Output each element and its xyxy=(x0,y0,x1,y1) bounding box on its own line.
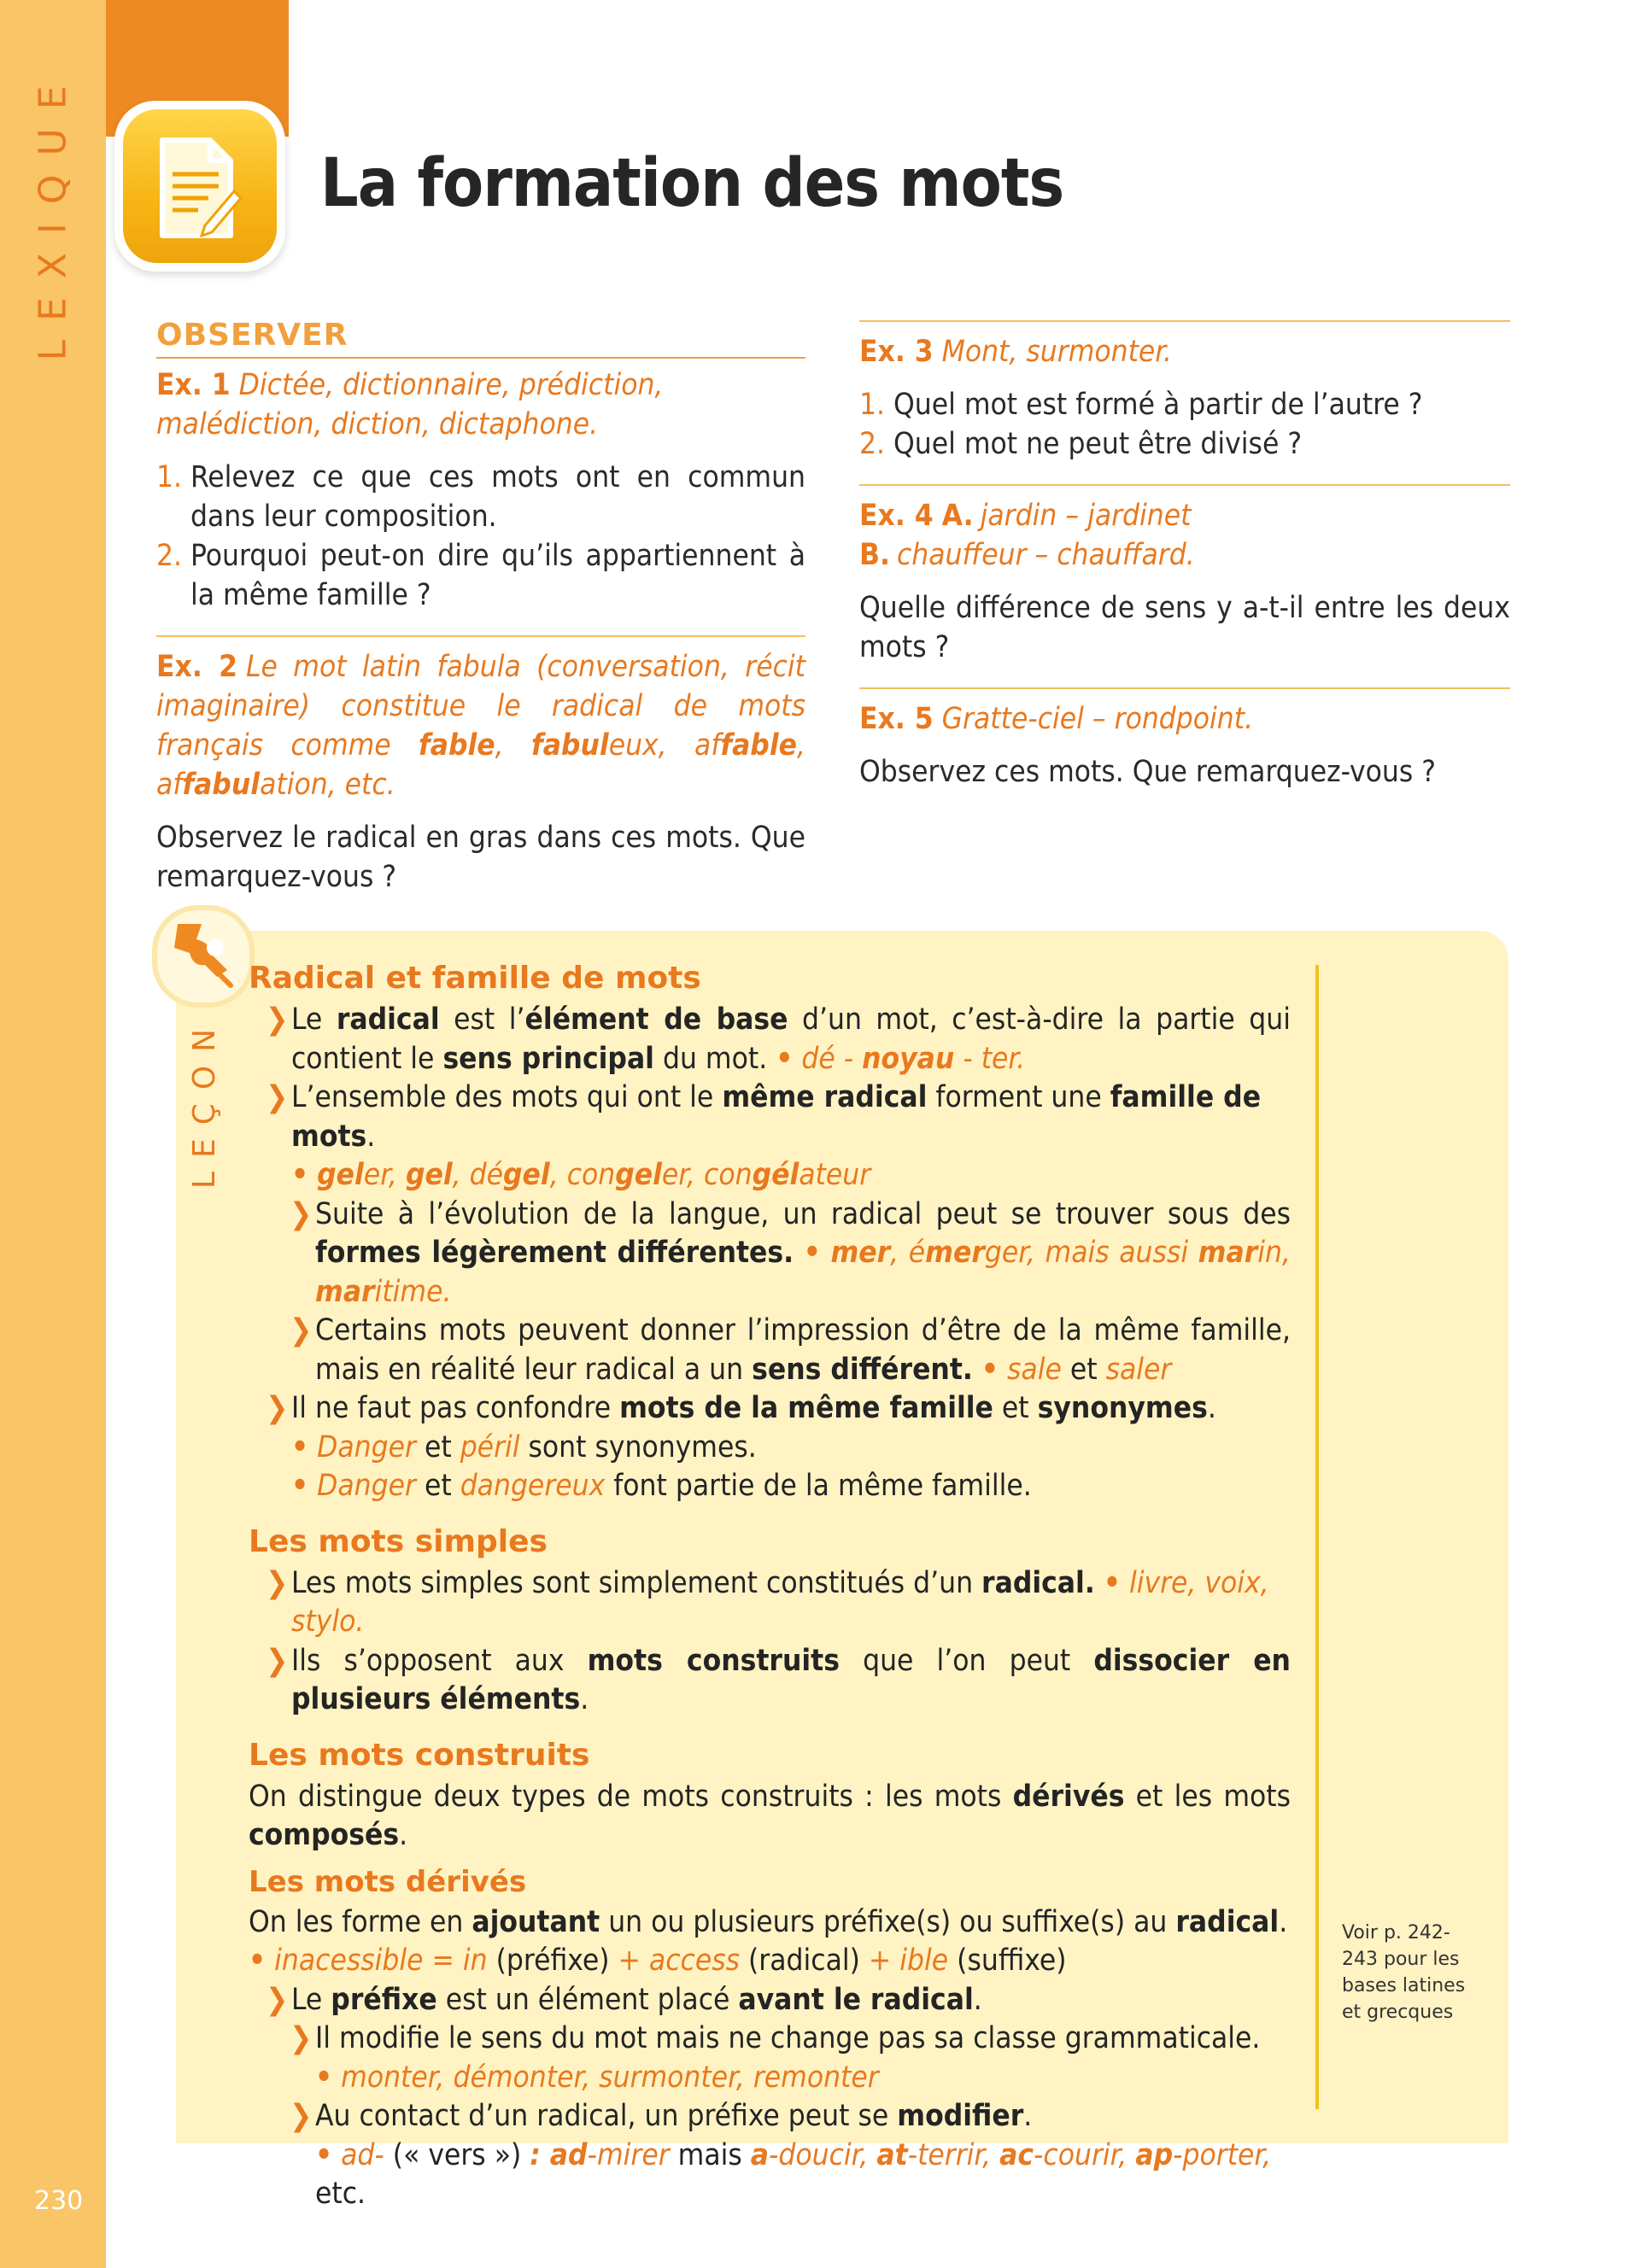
exercise-1-prompt: Ex. 1 Dictée, dictionnaire, prédiction, malédiction, diction, dictaphone. xyxy=(156,368,664,441)
observer-left-column xyxy=(156,316,805,897)
exercise-5-question: Observez ces mots. Que remarquez-vous ? xyxy=(859,755,1437,789)
document-pencil-icon xyxy=(157,137,243,239)
lesson-point: ❯ Les mots simples sont simplement constitués d’un radical. • livre, voix, stylo. xyxy=(266,1565,1269,1639)
subsection-heading-derives: Les mots dérivés xyxy=(249,1864,527,1899)
divider xyxy=(859,484,1510,486)
lesson-example: • geler, gel, dégel, congeler, congélateur xyxy=(291,1158,871,1192)
section-heading-simples: Les mots simples xyxy=(249,1523,548,1559)
exercise-1-question-2: 2. Pourquoi peut-on dire qu’ils appartiennent à la même famille ? xyxy=(156,539,805,612)
lesson-point: ❯ Le radical est l’élément de base d’un mot, c’est-à-dire la partie qui contient le sens principal du mot. • dé - noyau - ter. xyxy=(266,1002,1291,1076)
margin-note: Voir p. 242-243 pour les bases latines et grecques xyxy=(1342,1922,1466,2023)
observer-heading: OBSERVER xyxy=(156,316,805,359)
exercise-2-prompt: Ex. 2 Le mot latin fabula (conversation, récit imaginaire) constitue le radical de mots français comme fable, fabuleux, affable, affabulation, etc. xyxy=(156,650,805,802)
divider xyxy=(859,687,1510,689)
sidebar-label: LEXIQUE xyxy=(31,66,75,361)
divider xyxy=(156,635,805,637)
pin-icon xyxy=(166,917,243,994)
lesson-example: • Danger et dangereux font partie de la même famille. xyxy=(291,1469,1032,1503)
exercise-2-question: Observez le radical en gras dans ces mots. Que remarquez-vous ? xyxy=(156,821,805,894)
lesson-point: ❯ Il ne faut pas confondre mots de la même famille et synonymes. xyxy=(266,1391,1216,1425)
lesson-paragraph: On distingue deux types de mots construits : les mots dérivés et les mots composés. xyxy=(249,1779,1291,1852)
chapter-badge xyxy=(114,101,285,272)
observer-right-column xyxy=(859,320,1510,792)
lesson-subpoint: ❯ Certains mots peuvent donner l’impression d’être de la même famille, mais en réalité leur radical a un sens différent. • sale et saler xyxy=(290,1313,1291,1387)
exercise-3-question-1: 1. Quel mot est formé à partir de l’autre ? xyxy=(859,388,1423,422)
exercise-3-question-2: 2. Quel mot ne peut être divisé ? xyxy=(859,427,1303,461)
lesson-example: • inacessible = in (préfixe) + access (radical) + ible (suffixe) xyxy=(249,1944,1067,1978)
lesson-example: • Danger et péril sont synonymes. xyxy=(291,1429,757,1464)
lesson-content xyxy=(249,956,1291,2214)
exercise-4-question: Quelle différence de sens y a-t-il entre les deux mots ? xyxy=(859,591,1510,664)
exercise-4-prompt-b: B. chauffeur – chauffard. xyxy=(859,538,1195,572)
divider xyxy=(859,320,1510,322)
lesson-label: LEÇON xyxy=(187,1014,223,1189)
section-heading-radical: Radical et famille de mots xyxy=(249,961,701,996)
exercise-4-prompt-a: Ex. 4 A. jardin – jardinet xyxy=(859,499,1192,533)
lesson-point: ❯ Ils s’opposent aux mots construits que l’on peut dissocier en plusieurs éléments. xyxy=(266,1643,1291,1716)
lesson-point: ❯ L’ensemble des mots qui ont le même radical forment une famille de mots. xyxy=(266,1080,1262,1154)
section-heading-construits: Les mots construits xyxy=(249,1737,590,1773)
lesson-point: ❯ Le préfixe est un élément placé avant le radical. xyxy=(266,1982,982,2017)
page-number: 230 xyxy=(34,2186,84,2216)
exercise-1-question-1: 1. Relevez ce que ces mots ont en commun dans leur composition. xyxy=(156,460,805,534)
exercise-5-prompt: Ex. 5 Gratte-ciel – rondpoint. xyxy=(859,702,1254,736)
lesson-subpoint: ❯ Il modifie le sens du mot mais ne change pas sa classe grammaticale. xyxy=(290,2021,1261,2055)
exercise-3-prompt: Ex. 3 Mont, surmonter. xyxy=(859,335,1173,369)
lesson-example: • monter, démonter, surmonter, remonter xyxy=(315,2060,879,2095)
lesson-paragraph: On les forme en ajoutant un ou plusieurs préfixe(s) ou suffixe(s) au radical. xyxy=(249,1904,1288,1939)
lesson-example: • ad- (« vers ») : ad-mirer mais a-doucir, at-terrir, ac-courir, ap-porter, etc. xyxy=(315,2137,1272,2211)
lesson-margin-line xyxy=(1315,965,1319,2109)
lesson-subpoint: ❯ Suite à l’évolution de la langue, un radical peut se trouver sous des formes légèrement différentes. • mer, émerger, mais aussi marin, maritime. xyxy=(290,1196,1291,1309)
lesson-badge xyxy=(152,905,255,1008)
page-title: La formation des mots xyxy=(320,145,1064,222)
lesson-subpoint: ❯ Au contact d’un radical, un préfixe peut se modifier. xyxy=(290,2099,1033,2133)
